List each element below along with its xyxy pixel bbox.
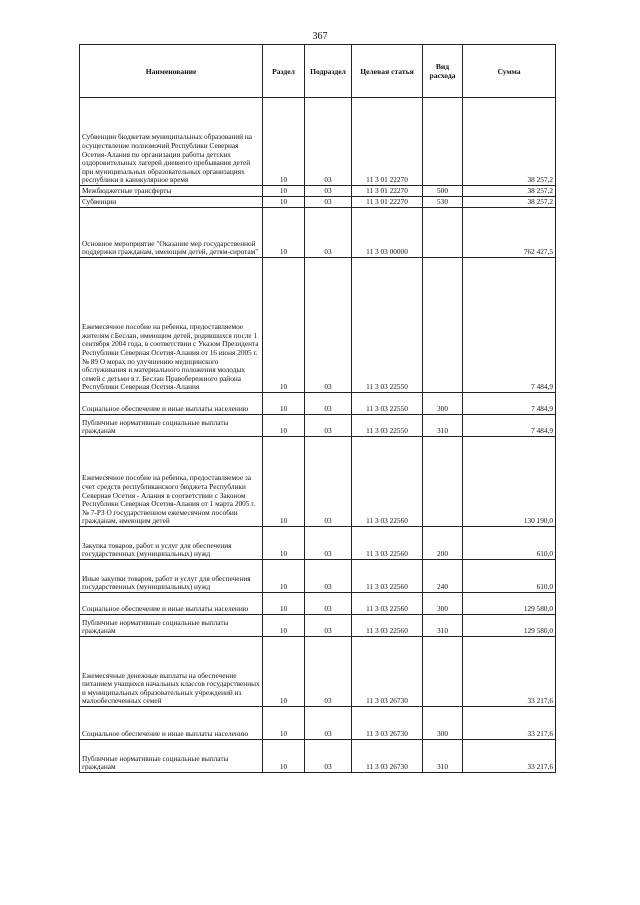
row-target: 11 3 03 26730	[352, 740, 423, 773]
row-name: Социальное обеспечение и иные выплаты населению	[80, 707, 263, 740]
row-sum: 38 257,2	[463, 98, 556, 186]
column-header-target: Целевая статья	[352, 45, 423, 98]
row-podrazdel: 03	[305, 415, 352, 437]
row-vid: 200	[423, 527, 463, 560]
row-target: 11 3 01 22270	[352, 98, 423, 186]
row-sum: 38 257,2	[463, 197, 556, 208]
row-name: Субвенции бюджетам муниципальных образований на осуществление полномочий Республики Северная Осетия-Алания по организации работы детских оздоровительных лагерей дневного пребывания детей при муниципальных образовательных организациях республики в каникулярное время	[80, 98, 263, 186]
row-name: Субвенции	[80, 197, 263, 208]
row-sum: 7 484,9	[463, 415, 556, 437]
row-sum: 7 484,9	[463, 258, 556, 393]
row-podrazdel: 03	[305, 560, 352, 593]
row-target: 11 3 03 22560	[352, 615, 423, 637]
row-vid	[423, 437, 463, 527]
row-name: Публичные нормативные социальные выплаты гражданам	[80, 415, 263, 437]
table-row	[80, 707, 556, 740]
row-name: Ежемесячное пособие на ребенка, предоставляемое жителям г.Беслан, имеющим детей, родившихся после 1 сентября 2004 года, в соответствии с Указом Президента Республики Северная Осетия-Алания от 16 июня 2005 г. № 89 О мерах по улучшению медицинского обслуживания и материального положения молодых семей с детьми в г. Беслан Правобережного района Республики Северная Осетия-Алания	[80, 258, 263, 393]
table-row	[80, 615, 556, 637]
row-target: 11 3 03 00000	[352, 208, 423, 258]
column-header-sum: Сумма	[463, 45, 556, 98]
row-name: Межбюджетные трансферты	[80, 186, 263, 197]
row-name: Закупка товаров, работ и услуг для обеспечения государственных (муниципальных) нужд	[80, 527, 263, 560]
table-row	[80, 527, 556, 560]
row-target: 11 3 03 22560	[352, 560, 423, 593]
row-vid: 300	[423, 707, 463, 740]
row-vid: 310	[423, 615, 463, 637]
row-razdel: 10	[263, 415, 305, 437]
row-podrazdel: 03	[305, 740, 352, 773]
row-razdel: 10	[263, 740, 305, 773]
table-row	[80, 98, 556, 186]
row-razdel: 10	[263, 637, 305, 707]
row-target: 11 3 03 22550	[352, 393, 423, 415]
row-name: Публичные нормативные социальные выплаты гражданам	[80, 615, 263, 637]
row-podrazdel: 03	[305, 208, 352, 258]
table-row	[80, 208, 556, 258]
row-name: Иные закупки товаров, работ и услуг для обеспечения государственных (муниципальных) нужд	[80, 560, 263, 593]
row-sum: 7 484,9	[463, 393, 556, 415]
row-podrazdel: 03	[305, 98, 352, 186]
row-target: 11 3 03 22560	[352, 593, 423, 615]
table-row	[80, 637, 556, 707]
row-sum: 33 217,6	[463, 637, 556, 707]
row-razdel: 10	[263, 393, 305, 415]
row-vid	[423, 637, 463, 707]
row-razdel: 10	[263, 615, 305, 637]
row-vid: 530	[423, 197, 463, 208]
column-header-name: Наименование	[80, 45, 263, 98]
row-razdel: 10	[263, 560, 305, 593]
row-vid: 500	[423, 186, 463, 197]
row-razdel: 10	[263, 186, 305, 197]
row-razdel: 10	[263, 208, 305, 258]
row-podrazdel: 03	[305, 615, 352, 637]
row-vid: 240	[423, 560, 463, 593]
row-sum: 762 427,5	[463, 208, 556, 258]
row-sum: 38 257,2	[463, 186, 556, 197]
row-target: 11 3 03 22550	[352, 258, 423, 393]
row-name: Ежемесячные денежные выплаты на обеспечение питанием учащихся начальных классов государственных и муниципальных образовательных учреждений из малообеспеченных семей	[80, 637, 263, 707]
row-podrazdel: 03	[305, 197, 352, 208]
row-vid	[423, 258, 463, 393]
column-header-razdel: Раздел	[263, 45, 305, 98]
row-target: 11 3 03 26730	[352, 707, 423, 740]
row-name: Публичные нормативные социальные выплаты гражданам	[80, 740, 263, 773]
row-vid	[423, 98, 463, 186]
page-number: 367	[312, 31, 328, 42]
table-header-row	[80, 45, 556, 98]
row-razdel: 10	[263, 437, 305, 527]
row-target: 11 3 03 22550	[352, 415, 423, 437]
row-vid	[423, 208, 463, 258]
row-sum: 129 580,0	[463, 615, 556, 637]
row-sum: 610,0	[463, 560, 556, 593]
row-target: 11 3 01 22270	[352, 186, 423, 197]
row-target: 11 3 03 22560	[352, 527, 423, 560]
table-row	[80, 258, 556, 393]
row-vid: 310	[423, 740, 463, 773]
row-podrazdel: 03	[305, 637, 352, 707]
row-razdel: 10	[263, 527, 305, 560]
row-vid: 310	[423, 415, 463, 437]
row-name: Основное мероприятие "Оказание мер государственной поддержки гражданам, имеющим детей, детям-сиротам"	[80, 208, 263, 258]
row-razdel: 10	[263, 593, 305, 615]
row-razdel: 10	[263, 98, 305, 186]
budget-table	[79, 44, 556, 773]
table-row	[80, 393, 556, 415]
row-razdel: 10	[263, 258, 305, 393]
table-row	[80, 560, 556, 593]
row-podrazdel: 03	[305, 186, 352, 197]
table-row	[80, 415, 556, 437]
row-name: Социальное обеспечение и иные выплаты населению	[80, 593, 263, 615]
row-vid: 300	[423, 593, 463, 615]
row-razdel: 10	[263, 197, 305, 208]
table-row	[80, 740, 556, 773]
table-row	[80, 186, 556, 197]
row-sum: 610,0	[463, 527, 556, 560]
row-podrazdel: 03	[305, 437, 352, 527]
row-sum: 129 580,0	[463, 593, 556, 615]
row-podrazdel: 03	[305, 593, 352, 615]
column-header-vid: Вид расхода	[423, 45, 463, 98]
row-name: Ежемесячное пособие на ребенка, предоставляемое за счет средств республиканского бюджета Республики Северная Осетия - Алания в соответствии с Законом Республики Северная Осетия-Алания от 1 марта 2005 г. № 7-РЗ О государственном ежемесячном пособии гражданам, имеющим детей	[80, 437, 263, 527]
row-name: Социальное обеспечение и иные выплаты населению	[80, 393, 263, 415]
row-sum: 33 217,6	[463, 740, 556, 773]
row-podrazdel: 03	[305, 393, 352, 415]
row-podrazdel: 03	[305, 258, 352, 393]
table-row	[80, 197, 556, 208]
column-header-podrazdel: Подраздел	[305, 45, 352, 98]
row-target: 11 3 01 22270	[352, 197, 423, 208]
row-target: 11 3 03 22560	[352, 437, 423, 527]
row-sum: 130 190,0	[463, 437, 556, 527]
table-row	[80, 437, 556, 527]
row-podrazdel: 03	[305, 527, 352, 560]
row-vid: 300	[423, 393, 463, 415]
row-sum: 33 217,6	[463, 707, 556, 740]
row-podrazdel: 03	[305, 707, 352, 740]
row-target: 11 3 03 26730	[352, 637, 423, 707]
table-row	[80, 593, 556, 615]
row-razdel: 10	[263, 707, 305, 740]
